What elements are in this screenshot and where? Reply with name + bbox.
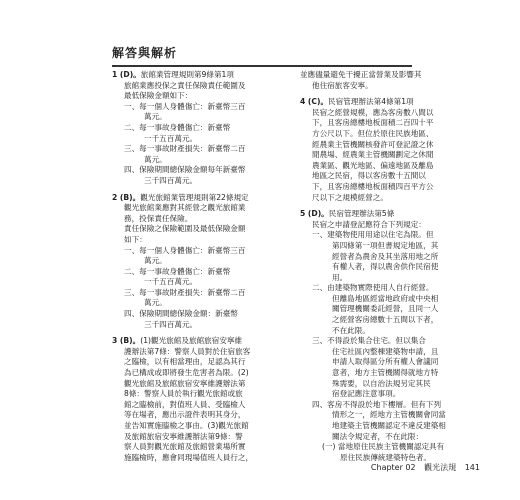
answer-subitem: 有權人者，得以農舍供作民宿使	[332, 262, 439, 272]
answer-subitem: 一千五百萬元。	[144, 277, 198, 287]
answer-subitem: 情形之一，經地方主管機關會同當	[332, 410, 446, 420]
answer-subitem: 三、每一事故財產損失：新臺幣二百	[124, 287, 246, 297]
answer-line: 最低保險金額如下：	[124, 91, 193, 101]
answer-subitem: 四、客房不得設於地下樓層。但有下列	[312, 399, 442, 409]
answer-number: 5 (D)。	[300, 209, 329, 219]
answer-subitem: 經營者為農舍及其坐落用地之所	[332, 251, 439, 261]
answer-subitem: 關法令規定者，不在此限：	[332, 431, 424, 441]
answer-subitem: 意者，地方主管機關得就地方特	[332, 368, 439, 378]
answer-line	[112, 336, 292, 347]
answer-number: 1 (D)。	[112, 70, 141, 79]
answer-text: 旅館業管理規則第9條第1項	[140, 70, 234, 79]
answer-number: 2 (B)。	[112, 192, 141, 202]
answer-subitem: 第四條第一項但書規定地區，其	[332, 240, 439, 250]
answer-line: 察人員對觀光旅館及旅館營業場所實	[124, 442, 246, 452]
answer-line: 並應儘量避免干擾正當營業及影響其	[300, 70, 422, 79]
answer-line	[300, 209, 478, 220]
answer-line: 觀光旅館及旅館旅宿安寧維護辦法第	[124, 378, 246, 388]
answer-subitem-detail: 原住民族傳統建築特色者。	[340, 452, 432, 462]
answer-line: 旅館業應投保之責任保險責任範圍及	[124, 80, 246, 90]
answer-line: 民宿之經營規模，應為客房數八間以	[312, 107, 434, 117]
section-label: 觀光法規	[424, 463, 457, 472]
answer-subitem: 四、保險期間總保險金額：新臺幣	[124, 309, 238, 319]
right-column	[300, 70, 478, 469]
answer-entry	[112, 193, 292, 331]
answer-text: 觀光旅館業管理規則第22條規定	[140, 192, 249, 202]
answer-line: 尺以下之規模經營之。	[312, 192, 388, 202]
answer-line: 等在場者，應出示證件表明其身分，	[124, 410, 246, 420]
answer-line: 並告知實施臨檢之事由。(3)觀光旅館	[124, 421, 249, 430]
answer-line: 及旅館旅宿安寧維護辦法第9條：警	[124, 431, 243, 441]
answer-line	[112, 70, 292, 81]
answer-subitem: 住宅社區內整棟建築物申請，且	[332, 346, 439, 356]
answer-line: 經農業主管機關核發許可登記證之休	[312, 139, 434, 149]
answer-line: 觀光旅館業應對其經營之觀光旅館業	[124, 203, 246, 213]
answer-text: 民宿管理辦法第5條	[328, 209, 395, 219]
answer-subitem: 萬元。	[144, 154, 167, 164]
answer-subitem: 殊需要，以自治法規另定其民	[332, 378, 431, 388]
answer-subitem: 一、建築物使用用途以住宅為限。但	[312, 230, 434, 240]
answer-line: 民宿之申請登記應符合下列規定：	[312, 219, 426, 229]
answer-entry	[300, 97, 478, 203]
answer-line: 施臨檢時，應會同現場值班人員行之，	[124, 452, 254, 462]
answer-subitem: 二、每一事故身體傷亡：新臺幣	[124, 266, 231, 276]
answer-text: (1)觀光旅館及旅館旅宿安寧維	[140, 336, 243, 346]
answer-line: 他住宿旅客安寧。	[312, 80, 373, 90]
answer-subitem: 萬元。	[144, 112, 167, 122]
answer-line: 下，且客房總樓地板面積四百平方公	[312, 181, 434, 191]
answer-subitem: 一、每一個人身體傷亡：新臺幣三百	[124, 245, 246, 255]
answer-text: 民宿管理辦法第4條第1項	[328, 97, 414, 107]
answer-subitem: 三、每一事故財產損失：新臺幣二百	[124, 144, 246, 154]
answer-entry	[300, 209, 478, 463]
answer-entry	[112, 70, 292, 187]
answer-subitem: 關管理機關委託經營，且同一人	[332, 304, 439, 314]
answer-entry	[300, 70, 478, 91]
answer-line	[112, 193, 292, 204]
answer-line: 務，投保責任保險。	[124, 213, 193, 223]
answer-entry	[112, 336, 292, 463]
answer-subitem-detail: (一) 當地原住民族主管機關認定具有	[322, 442, 445, 452]
answer-line: 方公尺以下。但位於原住民族地區、	[312, 128, 434, 138]
answer-subitem: 萬元。	[144, 298, 167, 308]
answer-subitem: 之經營客房總數十五間以下者，	[332, 315, 439, 325]
answer-line: 如下：	[124, 234, 147, 244]
answer-number: 3 (B)。	[112, 336, 141, 346]
page-footer	[330, 462, 480, 473]
answer-subitem: 萬元。	[144, 256, 167, 266]
answer-line: 為已構成或即將發生危害者為限。(2)	[124, 368, 249, 378]
answer-number: 4 (C)。	[300, 97, 329, 107]
answer-subitem: 四、保險期間總保險金額每年新臺幣	[124, 165, 246, 175]
answer-line: 地區之民宿，得以客房數十五間以	[312, 171, 426, 181]
answer-subitem: 地建築主管機關認定不違反建築相	[332, 421, 446, 430]
answer-line: 護辦法第7條：警察人員對於住宿旅客	[124, 346, 251, 356]
answer-subitem: 用。	[332, 272, 348, 282]
answer-subitem: 但離島地區經當地政府或中央相	[332, 293, 439, 303]
answer-line: 下，且客房總樓地板面積二百四十平	[312, 118, 434, 128]
chapter-label: Chapter 02	[370, 463, 416, 472]
answer-subitem: 三、不得設於集合住宅。但以集合	[312, 336, 426, 346]
answer-subitem: 一千五百萬元。	[144, 133, 198, 143]
answer-line: 之臨檢，以有相當理由，足認為其行	[124, 357, 246, 367]
answer-subitem: 三千四百萬元。	[144, 175, 198, 185]
page-title: 解答與解析	[112, 44, 412, 67]
left-column	[112, 70, 292, 469]
answer-subitem: 二、每一事故身體傷亡：新臺幣	[124, 122, 231, 132]
answer-line: 農業區、觀光地區、偏遠地區及離島	[312, 160, 434, 170]
answer-line: 閒農場、經農業主管機關劃定之休閒	[312, 150, 434, 160]
answer-subitem: 申請人取得區分所有權人會議同	[332, 357, 439, 367]
page-number: 141	[464, 463, 480, 472]
answer-subitem: 三千四百萬元。	[144, 319, 198, 329]
answer-subitem: 宿登記應注意事項。	[332, 389, 401, 399]
answer-line: 8條：警察人員於執行觀光旅館或旅	[124, 389, 243, 399]
answer-line	[300, 97, 478, 108]
answer-subitem: 一、每一個人身體傷亡：新臺幣三百	[124, 101, 246, 111]
answer-line: 館之臨檢前，對值班人員、受臨檢人	[124, 399, 246, 409]
answer-subitem: 不在此限。	[332, 325, 370, 335]
answer-line: 責任保險之保險範圍及最低保險金額	[124, 224, 246, 234]
answer-subitem: 二、由建築物實際使用人自行經營。	[312, 283, 434, 293]
